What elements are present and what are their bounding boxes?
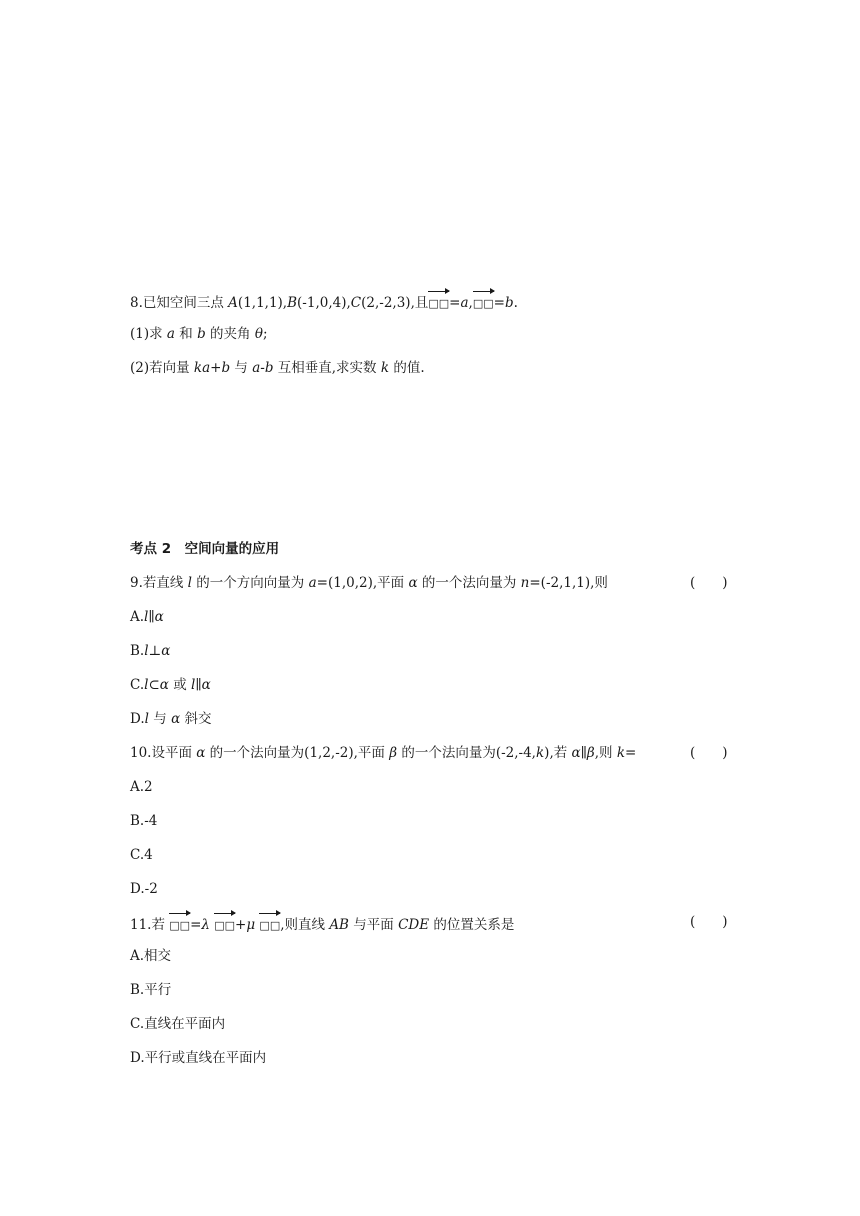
section-heading: 考点 2 空间向量的应用 — [130, 541, 280, 557]
q10-option-c: C.4 — [130, 847, 153, 863]
q11-answer-bracket: ( ) — [690, 914, 728, 930]
q8-stem: 8.已知空间三点 A(1,1,1),B(-1,0,4),C(2,-2,3),且 □□=a, □□=b. — [130, 290, 518, 314]
q9-stem: 9.若直线 l 的一个方向向量为 a=(1,0,2),平面 α 的一个法向量为 n=(-2,1,1),则 — [130, 575, 608, 591]
q11-option-d: D.平行或直线在平面内 — [130, 1050, 267, 1066]
q9-option-b: B.l⊥α — [130, 643, 171, 659]
q8-part2: (2)若向量 ka+b 与 a-b 互相垂直,求实数 k 的值. — [130, 360, 425, 376]
q10-option-d: D.-2 — [130, 881, 158, 897]
q9-option-d: D.l 与 α 斜交 — [130, 711, 212, 727]
q10-option-a: A.2 — [130, 779, 153, 795]
vector-ac: □□ — [473, 290, 494, 314]
vector-ce: □□ — [259, 912, 280, 936]
q9-answer-bracket: ( ) — [690, 575, 728, 591]
q8-part1: (1)求 a 和 b 的夹角 θ; — [130, 326, 268, 342]
vector-ab-11: □□ — [169, 912, 190, 936]
vector-ab: □□ — [428, 290, 449, 314]
q10-answer-bracket: ( ) — [690, 745, 728, 761]
q10-stem: 10.设平面 α 的一个法向量为(1,2,-2),平面 β 的一个法向量为(-2,-4,k),若 α∥β,则 k= — [130, 745, 637, 761]
q11-option-a: A.相交 — [130, 948, 172, 964]
q11-option-c: C.直线在平面内 — [130, 1016, 226, 1032]
vector-cd: □□ — [214, 912, 235, 936]
q9-option-c: C.l⊂α 或 l∥α — [130, 677, 211, 693]
q9-option-a: A.l∥α — [130, 609, 164, 625]
q10-option-b: B.-4 — [130, 813, 158, 829]
q11-stem: 11.若 □□=λ □□+μ □□,则直线 AB 与平面 CDE 的位置关系是 — [130, 912, 514, 936]
q11-option-b: B.平行 — [130, 982, 172, 998]
